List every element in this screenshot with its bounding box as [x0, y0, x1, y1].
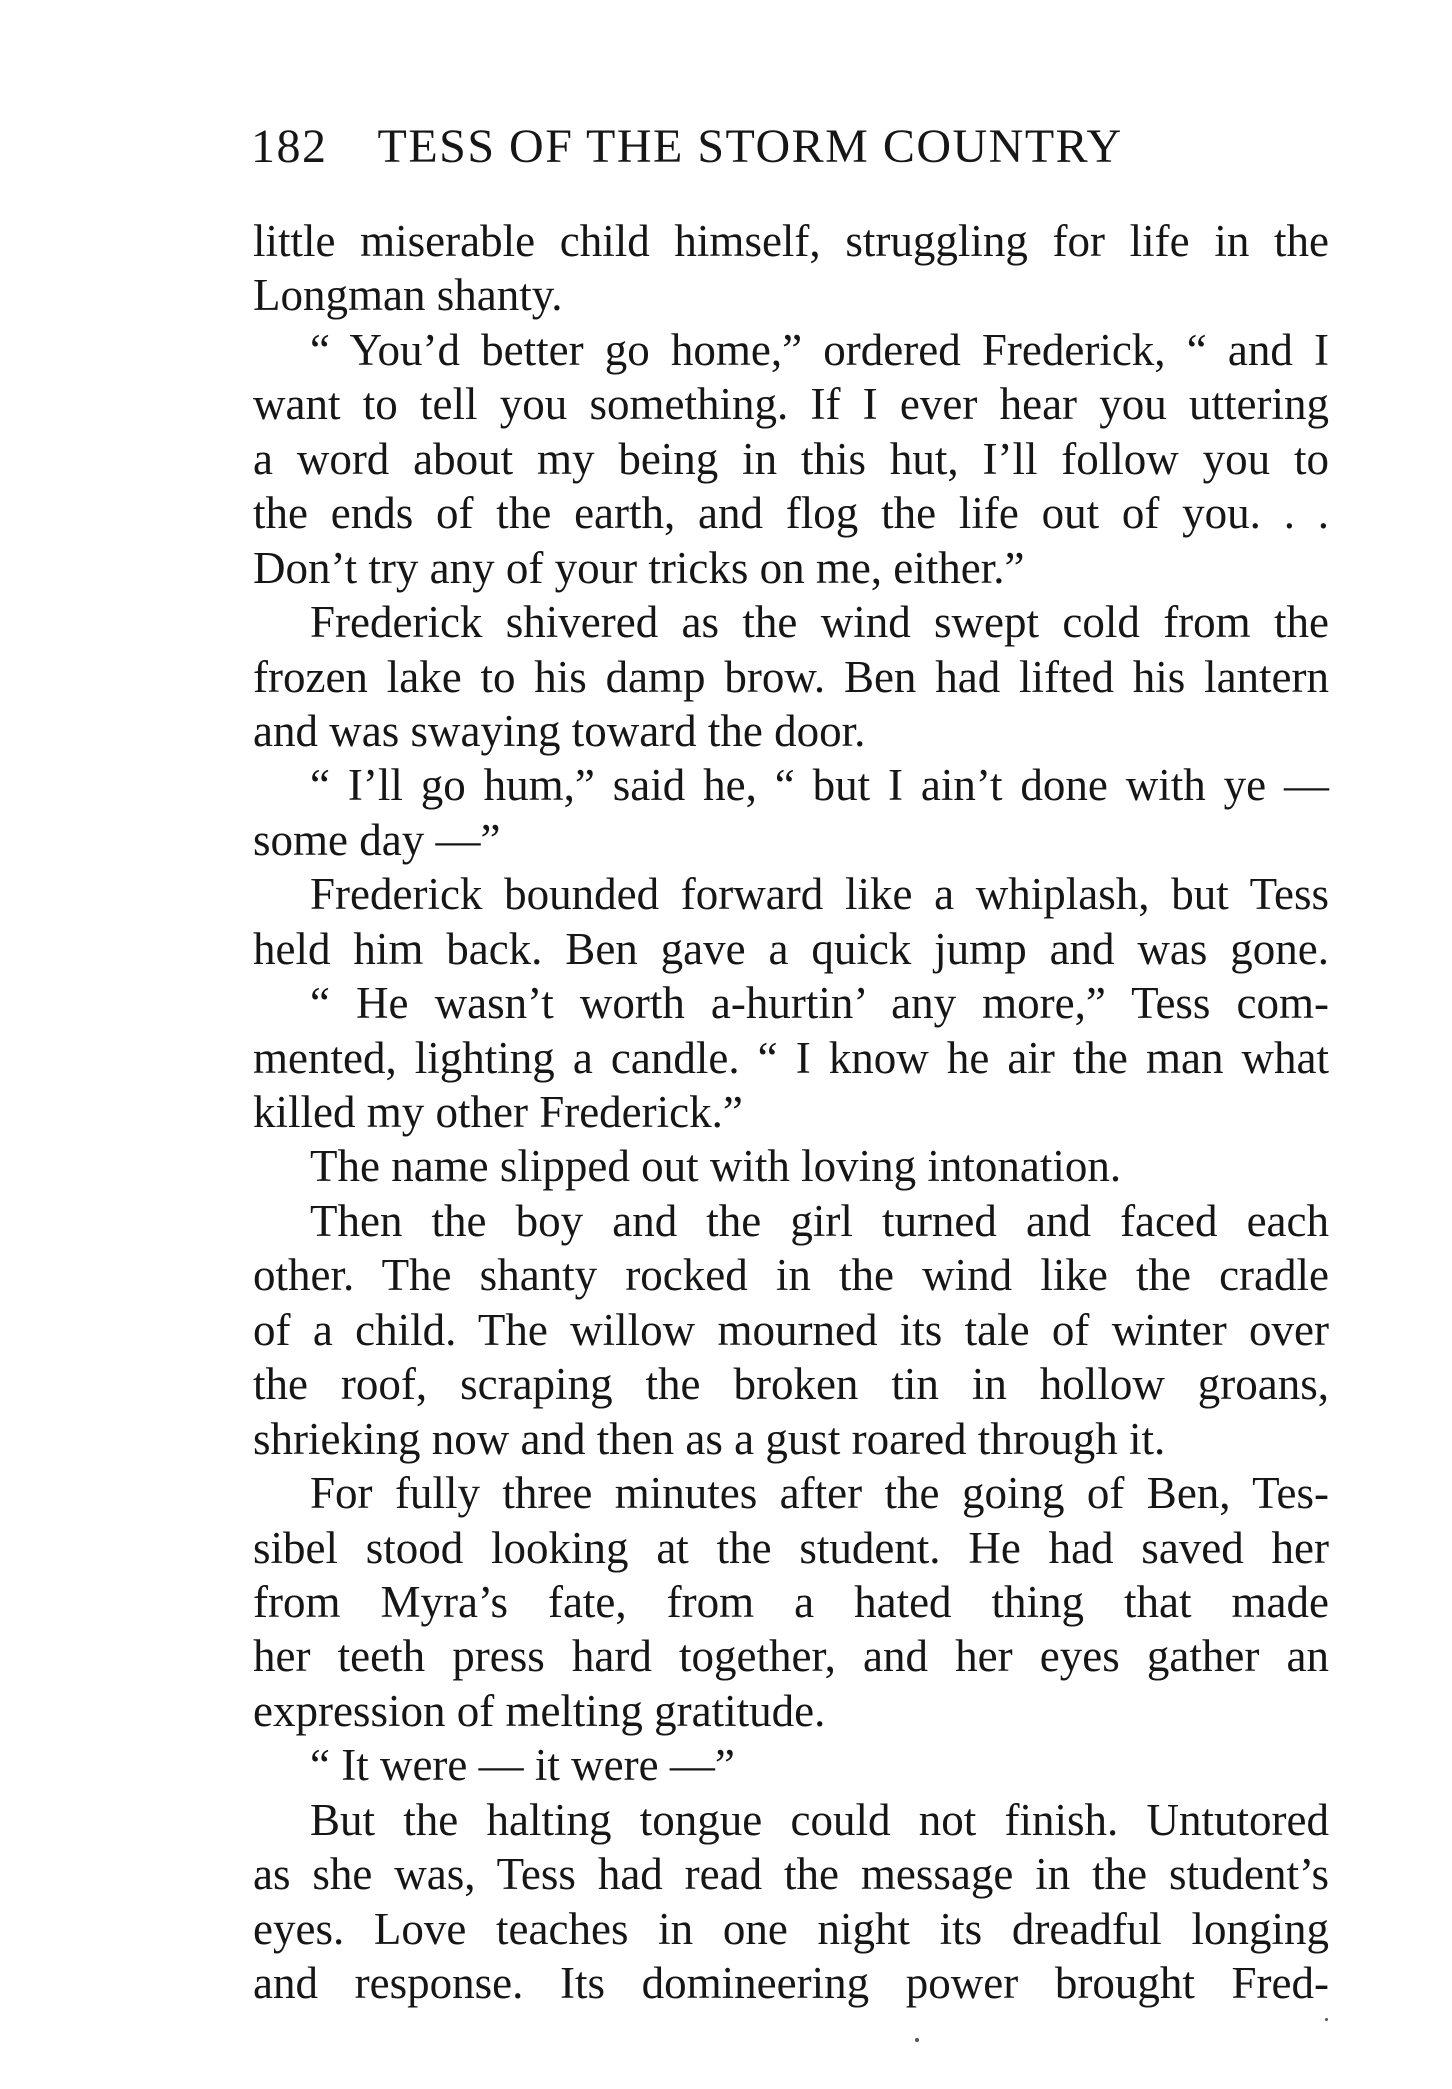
text-line: from Myra’s fate, from a hated thing that made — [253, 1576, 1329, 1627]
text-line: “ You’d better go home,” ordered Frederick, “ and I — [310, 324, 1329, 375]
text-line: sibel stood looking at the student. He had saved her — [253, 1522, 1329, 1573]
text-line: “ I’ll go hum,” said he, “ but I ain’t done with ye — — [310, 760, 1329, 811]
running-title: TESS OF THE STORM COUNTRY — [377, 120, 1123, 173]
text-line: as she was, Tess had read the message in the student’s — [253, 1849, 1329, 1900]
text-line: and was swaying toward the door. — [253, 705, 866, 756]
text-line: mented, lighting a candle. “ I know he air the man what — [253, 1032, 1329, 1083]
text-line: want to tell you something. If I ever hear you uttering — [253, 379, 1329, 430]
text-line: Don’t try any of your tricks on me, either.” — [253, 542, 1025, 593]
text-line: But the halting tongue could not finish. Untutored — [310, 1794, 1329, 1845]
text-line: The name slipped out with loving intonation. — [310, 1141, 1122, 1192]
text-line: shrieking now and then as a gust roared through it. — [253, 1413, 1166, 1464]
text-line: little miserable child himself, struggling for life in the — [253, 216, 1329, 266]
text-line: “ He wasn’t worth a-hurtin’ any more,” Tess com- — [310, 978, 1329, 1029]
text-line: Longman shanty. — [253, 270, 563, 321]
text-line: the roof, scraping the broken tin in hollow groans, — [253, 1359, 1329, 1410]
page-number: 182 — [251, 120, 328, 173]
text-line: other. The shanty rocked in the wind like the cradle — [253, 1250, 1329, 1301]
text-line: eyes. Love teaches in one night its dreadful longing — [253, 1903, 1329, 1954]
text-line: held him back. Ben gave a quick jump and was gone. — [253, 923, 1329, 974]
text-line: For fully three minutes after the going of Ben, Tes- — [310, 1468, 1329, 1519]
running-header — [251, 112, 1251, 182]
text-line: her teeth press hard together, and her eyes gather an — [253, 1631, 1329, 1682]
text-line: killed my other Frederick.” — [253, 1087, 743, 1137]
text-line: some day —” — [253, 814, 501, 865]
print-speck — [1325, 2018, 1328, 2021]
print-speck — [915, 2038, 919, 2042]
text-line: Then the boy and the girl turned and faced each — [310, 1195, 1329, 1246]
text-line: a word about my being in this hut, I’ll follow you to — [253, 433, 1329, 484]
text-line: Frederick bounded forward like a whiplash, but Tess — [310, 869, 1329, 920]
text-line: Frederick shivered as the wind swept cold from the — [310, 597, 1329, 648]
body-text — [253, 214, 1329, 2010]
text-line: expression of melting gratitude. — [253, 1685, 826, 1736]
text-line: of a child. The willow mourned its tale of winter over — [253, 1304, 1329, 1355]
text-line: “ It were — it were —” — [310, 1740, 735, 1791]
text-line: and response. Its domineering power brought Fred- — [253, 1958, 1329, 2008]
text-line: frozen lake to his damp brow. Ben had lifted his lantern — [253, 651, 1329, 702]
text-line: the ends of the earth, and flog the life out of you. . . — [253, 488, 1329, 539]
